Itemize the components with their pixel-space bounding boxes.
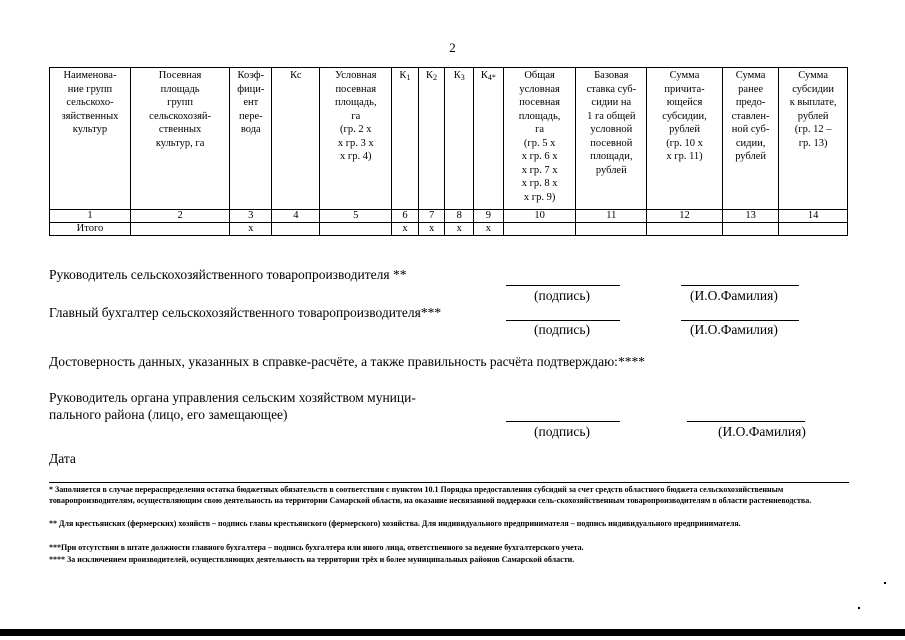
column-number: 9 xyxy=(474,210,504,223)
column-number: 2 xyxy=(130,210,229,223)
scan-speck xyxy=(858,607,860,609)
column-number: 14 xyxy=(779,210,848,223)
municipal-name-line xyxy=(687,421,805,422)
municipal-head-label-line2: пального района (лицо, его замещающее) xyxy=(49,407,288,422)
column-number: 7 xyxy=(418,210,445,223)
header-cell: Кс xyxy=(272,68,320,210)
scan-speck xyxy=(884,582,886,584)
header-cell: Посевная площадь групп сельскохозяй- ственных культур, га xyxy=(130,68,229,210)
header-cell: $К_3$ xyxy=(445,68,474,210)
head-signature-caption: (подпись) xyxy=(534,288,591,303)
header-cell: Общая условная посевная площадь, га (гр. 5 х х гр. 6 х х гр. 7 х х гр. 8 х х гр. 9) xyxy=(503,68,576,210)
head-name-line xyxy=(681,285,799,286)
footnote: **** За исключением производителей, осуществляющих деятельность на территории трёх и более муниципальных районов Самарской области. xyxy=(49,555,575,564)
column-number: 11 xyxy=(576,210,647,223)
header-cell: Сумма субсидии к выплате, рублей (гр. 12 – гр. 13) xyxy=(779,68,848,210)
date-label: Дата xyxy=(49,451,76,466)
footnote-separator xyxy=(49,482,849,483)
column-number: 12 xyxy=(647,210,723,223)
header-cell: $К_2$ xyxy=(418,68,445,210)
total-cell: х xyxy=(418,223,445,236)
total-label: Итого xyxy=(50,223,131,236)
total-cell xyxy=(576,223,647,236)
accountant-signature-line xyxy=(506,320,620,321)
total-row xyxy=(50,223,848,236)
municipal-signature-line xyxy=(506,421,620,422)
header-cell: Коэф- фици- ент пере- вода xyxy=(230,68,272,210)
total-cell: х xyxy=(230,223,272,236)
column-number: 5 xyxy=(320,210,392,223)
column-number: 1 xyxy=(50,210,131,223)
total-cell xyxy=(320,223,392,236)
accountant-name-caption: (И.О.Фамилия) xyxy=(690,322,778,337)
total-cell xyxy=(647,223,723,236)
header-cell: Сумма причита- ющейся субсидии, рублей (гр. 10 х х гр. 11) xyxy=(647,68,723,210)
header-cell: Наименова- ние групп сельскохо- зяйственных культур xyxy=(50,68,131,210)
header-cell: $К_{4*}$ xyxy=(474,68,504,210)
column-number: 6 xyxy=(392,210,419,223)
head-name-caption: (И.О.Фамилия) xyxy=(690,288,778,303)
accountant-signature-label: Главный бухгалтер сельскохозяйственного товаропроизводителя*** xyxy=(49,305,442,320)
accountant-signature-caption: (подпись) xyxy=(534,322,591,337)
header-cell: Сумма ранее предо- ставлен- ной суб- сидии, рублей xyxy=(722,68,778,210)
bottom-border xyxy=(0,629,905,636)
total-cell: х xyxy=(445,223,474,236)
head-signature-line xyxy=(506,285,620,286)
accountant-name-line xyxy=(681,320,799,321)
municipal-head-label-line1: Руководитель органа управления сельским хозяйством муници- xyxy=(49,390,416,405)
column-number: 8 xyxy=(445,210,474,223)
column-number: 10 xyxy=(503,210,576,223)
total-cell xyxy=(722,223,778,236)
footnote: ***При отсутствии в штате должности главного бухгалтера – подпись бухгалтера или иного лица, ответственного за ведение бухгалтерского учета. xyxy=(49,543,584,552)
total-cell xyxy=(503,223,576,236)
footnote: * Заполняется в случае перераспределения остатка бюджетных обязательств в соответствии с пунктом 10.1 Порядка предоставления субсидий за счет средств областного бюджета сельскохозяйственным товаропроизводителям, осуществляющим свою деятельность на территории Самарской области, на оказание несвязанной поддержки сель-скохозяйственным товаропроизводителям в области растениеводства. xyxy=(49,485,812,505)
header-cell: Условная посевная площадь, га (гр. 2 х х гр. 3 х х гр. 4) xyxy=(320,68,392,210)
total-cell: х xyxy=(474,223,504,236)
page-number: 2 xyxy=(449,40,456,55)
header-cell: $К_1$ xyxy=(392,68,419,210)
footnote: ** Для крестьянских (фермерских) хозяйств – подпись главы крестьянского (фермерского) хозяйства. Для индивидуального предпринимателя – подпись индивидуального предпринимателя. xyxy=(49,519,741,528)
table-header-row xyxy=(50,68,848,210)
confirmation-text: Достоверность данных, указанных в справке-расчёте, а также правильность расчёта подтверждаю:**** xyxy=(49,354,645,369)
municipal-signature-caption: (подпись) xyxy=(534,424,591,439)
column-number: 13 xyxy=(722,210,778,223)
total-cell: х xyxy=(392,223,419,236)
column-number: 4 xyxy=(272,210,320,223)
column-number-row xyxy=(50,210,848,223)
column-number: 3 xyxy=(230,210,272,223)
total-cell xyxy=(779,223,848,236)
header-cell: Базовая ставка суб- сидии на 1 га общей условной посевной площади, рублей xyxy=(576,68,647,210)
total-cell xyxy=(272,223,320,236)
municipal-name-caption: (И.О.Фамилия) xyxy=(718,424,806,439)
subsidy-calculation-table xyxy=(49,67,848,236)
head-signature-label: Руководитель сельскохозяйственного товаропроизводителя ** xyxy=(49,267,407,282)
total-cell xyxy=(130,223,229,236)
